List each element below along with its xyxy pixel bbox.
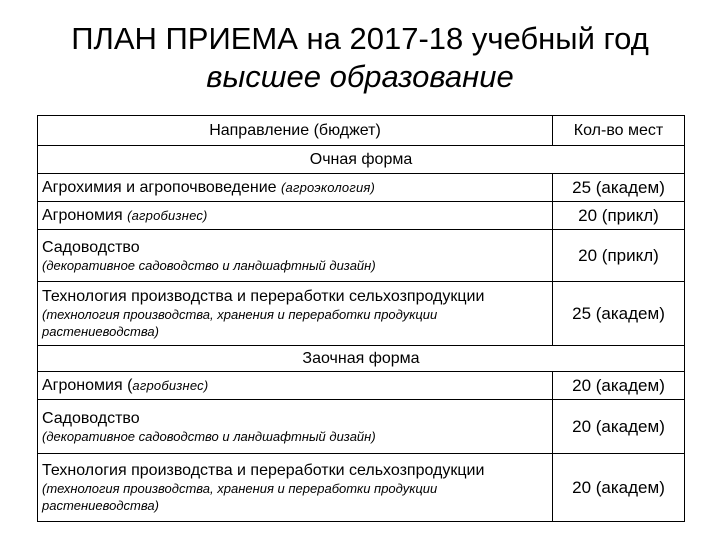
header-direction: Направление (бюджет) — [38, 116, 553, 146]
places-cell: 20 (прикл) — [553, 202, 685, 230]
direction-main: Садоводство — [42, 238, 140, 256]
table-row — [38, 202, 685, 230]
section-title: Заочная форма — [38, 346, 685, 372]
section-row-fulltime — [38, 146, 685, 174]
places-cell: 20 (прикл) — [553, 230, 685, 282]
direction-cell — [38, 230, 553, 282]
direction-detail: (агробизнес) — [127, 208, 208, 223]
direction-detail: (декоративное садоводство и ландшафтный дизайн) — [42, 428, 376, 444]
direction-detail: (агроэкология) — [281, 180, 376, 195]
direction-cell — [38, 202, 553, 230]
direction-main: Садоводство — [42, 409, 140, 427]
title-line1: ПЛАН ПРИЕМА на 2017-18 учебный год — [71, 21, 649, 56]
admission-plan-table — [37, 115, 685, 522]
direction-cell — [38, 282, 553, 346]
places-cell: 20 (академ) — [553, 454, 685, 522]
places-cell: 20 (академ) — [553, 372, 685, 400]
title-line2: высшее образование — [206, 59, 514, 94]
places-cell: 25 (академ) — [553, 174, 685, 202]
table-header-row — [38, 116, 685, 146]
table-row — [38, 372, 685, 400]
direction-main: Технология производства и переработки сельхозпродукции — [42, 462, 485, 479]
page-title — [0, 20, 720, 96]
section-row-parttime — [38, 346, 685, 372]
direction-detail: (декоративное садоводство и ландшафтный дизайн) — [42, 257, 376, 273]
table-row — [38, 454, 685, 522]
direction-detail: (технология производства, хранения и переработки продукции растениеводства) — [42, 481, 438, 513]
table-row — [38, 230, 685, 282]
direction-main: Агрономия ( — [42, 377, 133, 394]
direction-cell — [38, 174, 553, 202]
table-row — [38, 400, 685, 454]
header-places: Кол-во мест — [553, 116, 685, 146]
direction-cell — [38, 454, 553, 522]
direction-cell — [38, 400, 553, 454]
direction-main: Агрономия — [42, 207, 123, 224]
direction-main: Агрохимия и агропочвоведение — [42, 179, 277, 196]
section-title: Очная форма — [38, 146, 685, 174]
direction-cell — [38, 372, 553, 400]
direction-main: Технология производства и переработки сельхозпродукции — [42, 288, 485, 305]
table-row — [38, 282, 685, 346]
places-cell: 25 (академ) — [553, 282, 685, 346]
places-cell: 20 (академ) — [553, 400, 685, 454]
direction-detail: (технология производства, хранения и переработки продукции растениеводства) — [42, 307, 438, 339]
table-row — [38, 174, 685, 202]
direction-detail: агробизнес) — [132, 378, 209, 393]
